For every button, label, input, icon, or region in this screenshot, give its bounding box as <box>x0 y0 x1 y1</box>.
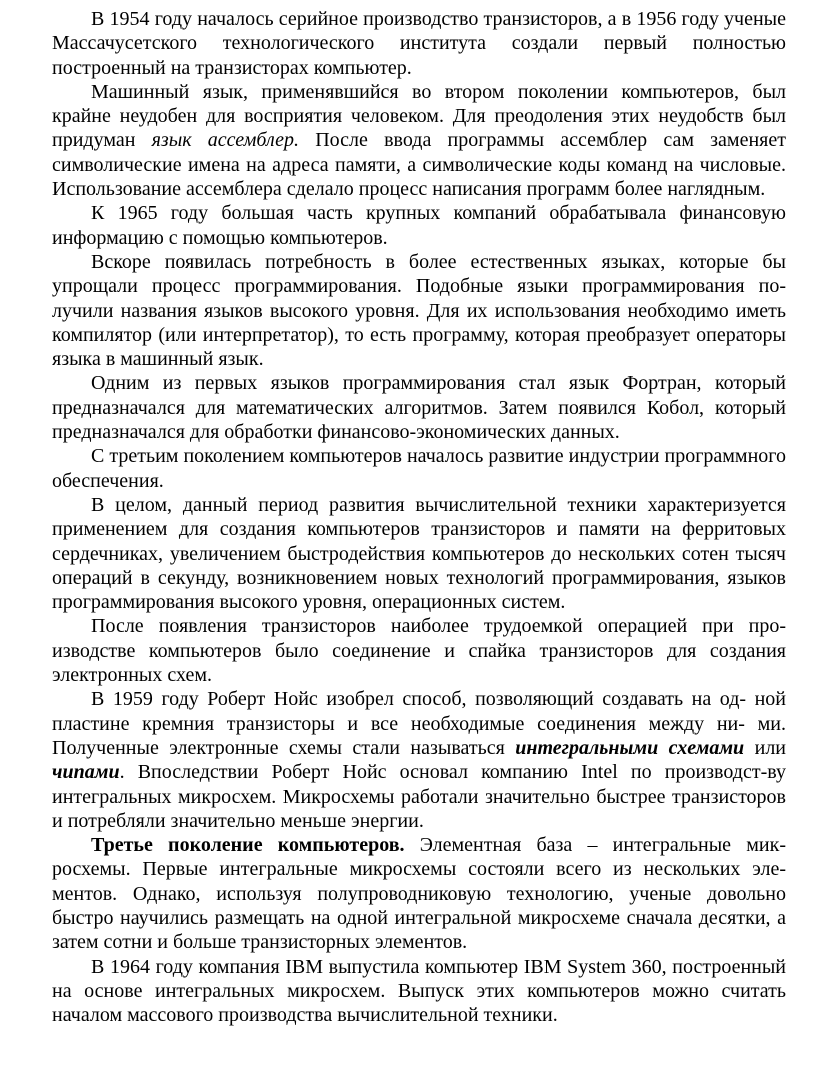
paragraph <box>52 833 786 954</box>
text-run: С третьим поколением компьютеров началось развитие индустрии программного обеспечения. <box>52 445 786 492</box>
text-run: Вскоре появилась потребность в более естественных языках, которые бы упрощали процесс программирования. Подобные языки программирования получили названия языков высокого уровня. Для их использования необходимо иметь компилятор (или интерпретатор), то есть программу, которая преобразует операторы языка в машинный язык. <box>52 250 786 371</box>
text-run: или <box>744 736 786 759</box>
text-run: В 1964 году компания IBM выпустила компьютер IBM System 360, построенный на основе интегральных микросхем. Выпуск этих компьютеров можно считать началом массового производства вычислительной техники. <box>52 955 786 1027</box>
italic-term: язык ассемблер. <box>151 129 300 152</box>
text-run: Машинный язык, применявшийся во втором поколении компьютеров, был крайне неудобен для восприятия человеком. Для преодоления этих неудобств был придуман <box>52 80 786 152</box>
text-run: В целом, данный период развития вычислительной техники характеризуется применением для создания компьютеров транзисторов и памяти на ферритовых сердечниках, увеличением быстродействия компьютеров до нескольких сотен тысяч операций в секунду, возникновением новых технологий программирования, языков программирования высокого уровня, операционных систем. <box>52 493 786 614</box>
paragraph <box>52 687 786 833</box>
text-run: В 1954 году началось серийное производство транзисторов, а в 1956 году ученые Массачусетского технологического института создали первый полностью построенный на транзисторах компьютер. <box>52 8 786 79</box>
text-run: К 1965 году большая часть крупных компаний обрабатывала финансовую информацию с помощью компьютеров. <box>52 202 786 249</box>
paragraph <box>52 444 786 493</box>
text-run: Элементная база – интегральные микросхемы. Первые интегральные микросхемы состояли всего из нескольких элементов. Однако, используя полупроводниковую технологию, ученые довольно быстро научились размещать на одной интегральной микросхеме сначала десятки, а затем сотни и больше транзисторных элементов. <box>52 834 786 954</box>
bold-italic-term: чипами <box>52 761 120 784</box>
text-run: После появления транзисторов наиболее трудоемкой операцией при производстве компьютеров было соединение и спайка транзисторов для создания электронных схем. <box>52 615 786 687</box>
paragraph <box>52 493 786 614</box>
paragraph <box>52 955 786 1028</box>
paragraph <box>52 250 786 371</box>
paragraph <box>52 201 786 250</box>
text-run: В 1959 году Роберт Нойс изобрел способ, позволяющий создавать на од- ной пластине кремния транзисторы и все необходимые соединения между ни- ми. Полученные электронные схемы стали называться <box>52 688 786 759</box>
paragraph <box>52 371 786 444</box>
paragraph <box>52 80 786 201</box>
paragraph <box>52 614 786 687</box>
bold-italic-term: интегральными схемами <box>515 736 745 759</box>
text-run: . Впоследствии Роберт Нойс основал компанию Intel по производст-ву интегральных микросхем. Микросхемы работали значительно быстрее транзисторов и потребляли значительно меньше энергии. <box>52 761 786 832</box>
bold-heading: Третье поколение компьютеров. <box>91 834 405 857</box>
text-run: После ввода программы ассемблер сам заменяет символические имена на адреса памяти, а символические коды команд на числовые. Использование ассемблера сделало процесс написания программ более наглядным. <box>52 129 786 201</box>
paragraph <box>52 7 786 80</box>
text-run: Одним из первых языков программирования стал язык Фортран, который предназначался для математических алгоритмов. Затем появился Кобол, который предназначался для обработки финансово-экономических данных. <box>52 372 786 444</box>
